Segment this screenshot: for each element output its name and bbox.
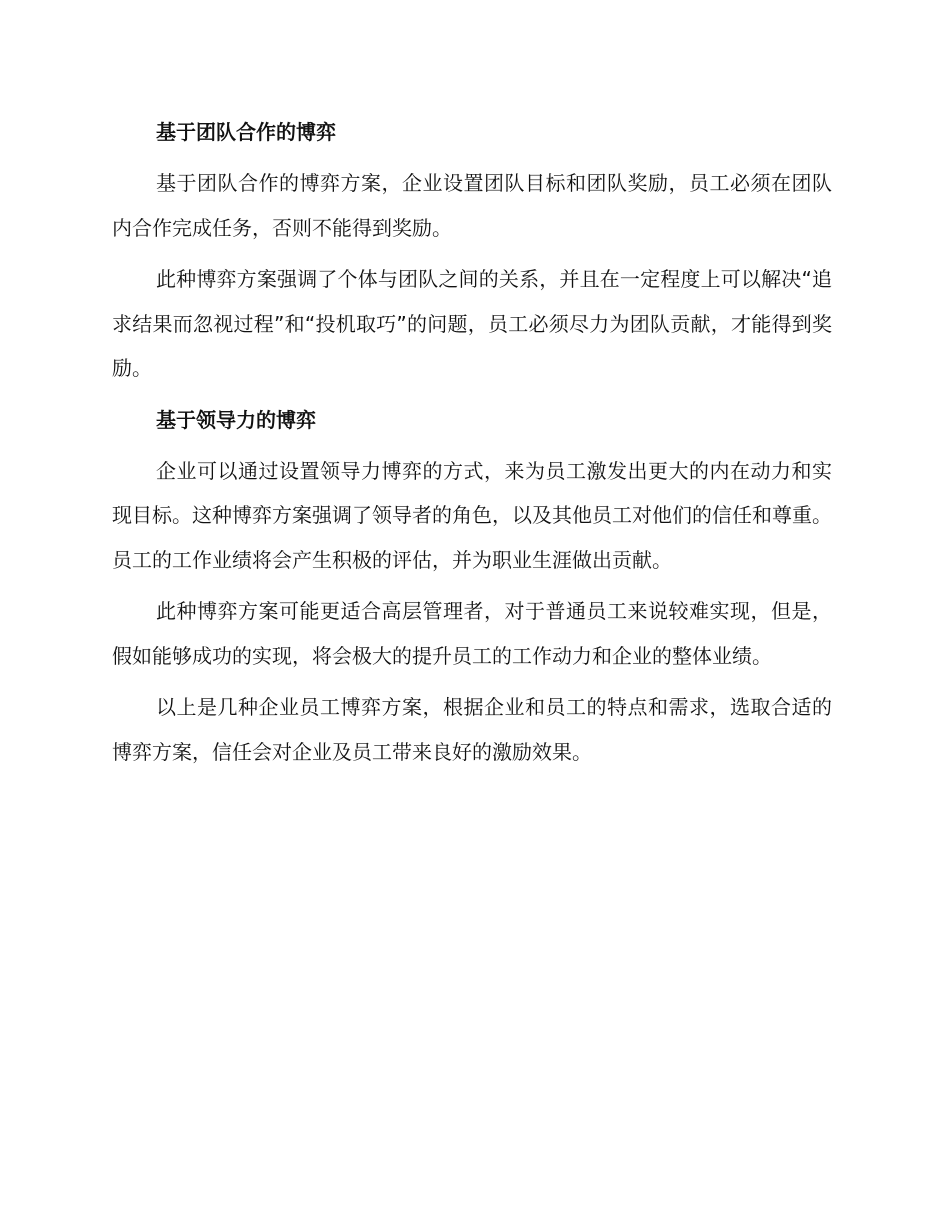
paragraph: 此种博弈方案可能更适合高层管理者，对于普通员工来说较难实现，但是，假如能够成功的实现，将会极大的提升员工的工作动力和企业的整体业绩。 bbox=[112, 599, 832, 668]
paragraph: 企业可以通过设置领导力博弈的方式，来为员工激发出更大的内在动力和实现目标。这种博弈方案强调了领导者的角色，以及其他员工对他们的信任和尊重。员工的工作业绩将会产生积极的评估，并为职业生涯做出贡献。 bbox=[112, 458, 832, 572]
paragraph: 此种博弈方案强调了个体与团队之间的关系，并且在一定程度上可以解决“追求结果而忽视过程”和“投机取巧”的问题，员工必须尽力为团队贡献，才能得到奖励。 bbox=[112, 267, 832, 380]
document-body bbox=[112, 110, 832, 781]
paragraph: 基于团队合作的博弈方案，企业设置团队目标和团队奖励，员工必须在团队内合作完成任务，否则不能得到奖励。 bbox=[112, 171, 832, 240]
section-heading-leadership-game: 基于领导力的博弈 bbox=[156, 407, 316, 432]
section-heading-team-game: 基于团队合作的博弈 bbox=[156, 120, 336, 144]
paragraph: 以上是几种企业员工博弈方案，根据企业和员工的特点和需求，选取合适的博弈方案，信任会对企业及员工带来良好的激励效果。 bbox=[112, 695, 832, 764]
